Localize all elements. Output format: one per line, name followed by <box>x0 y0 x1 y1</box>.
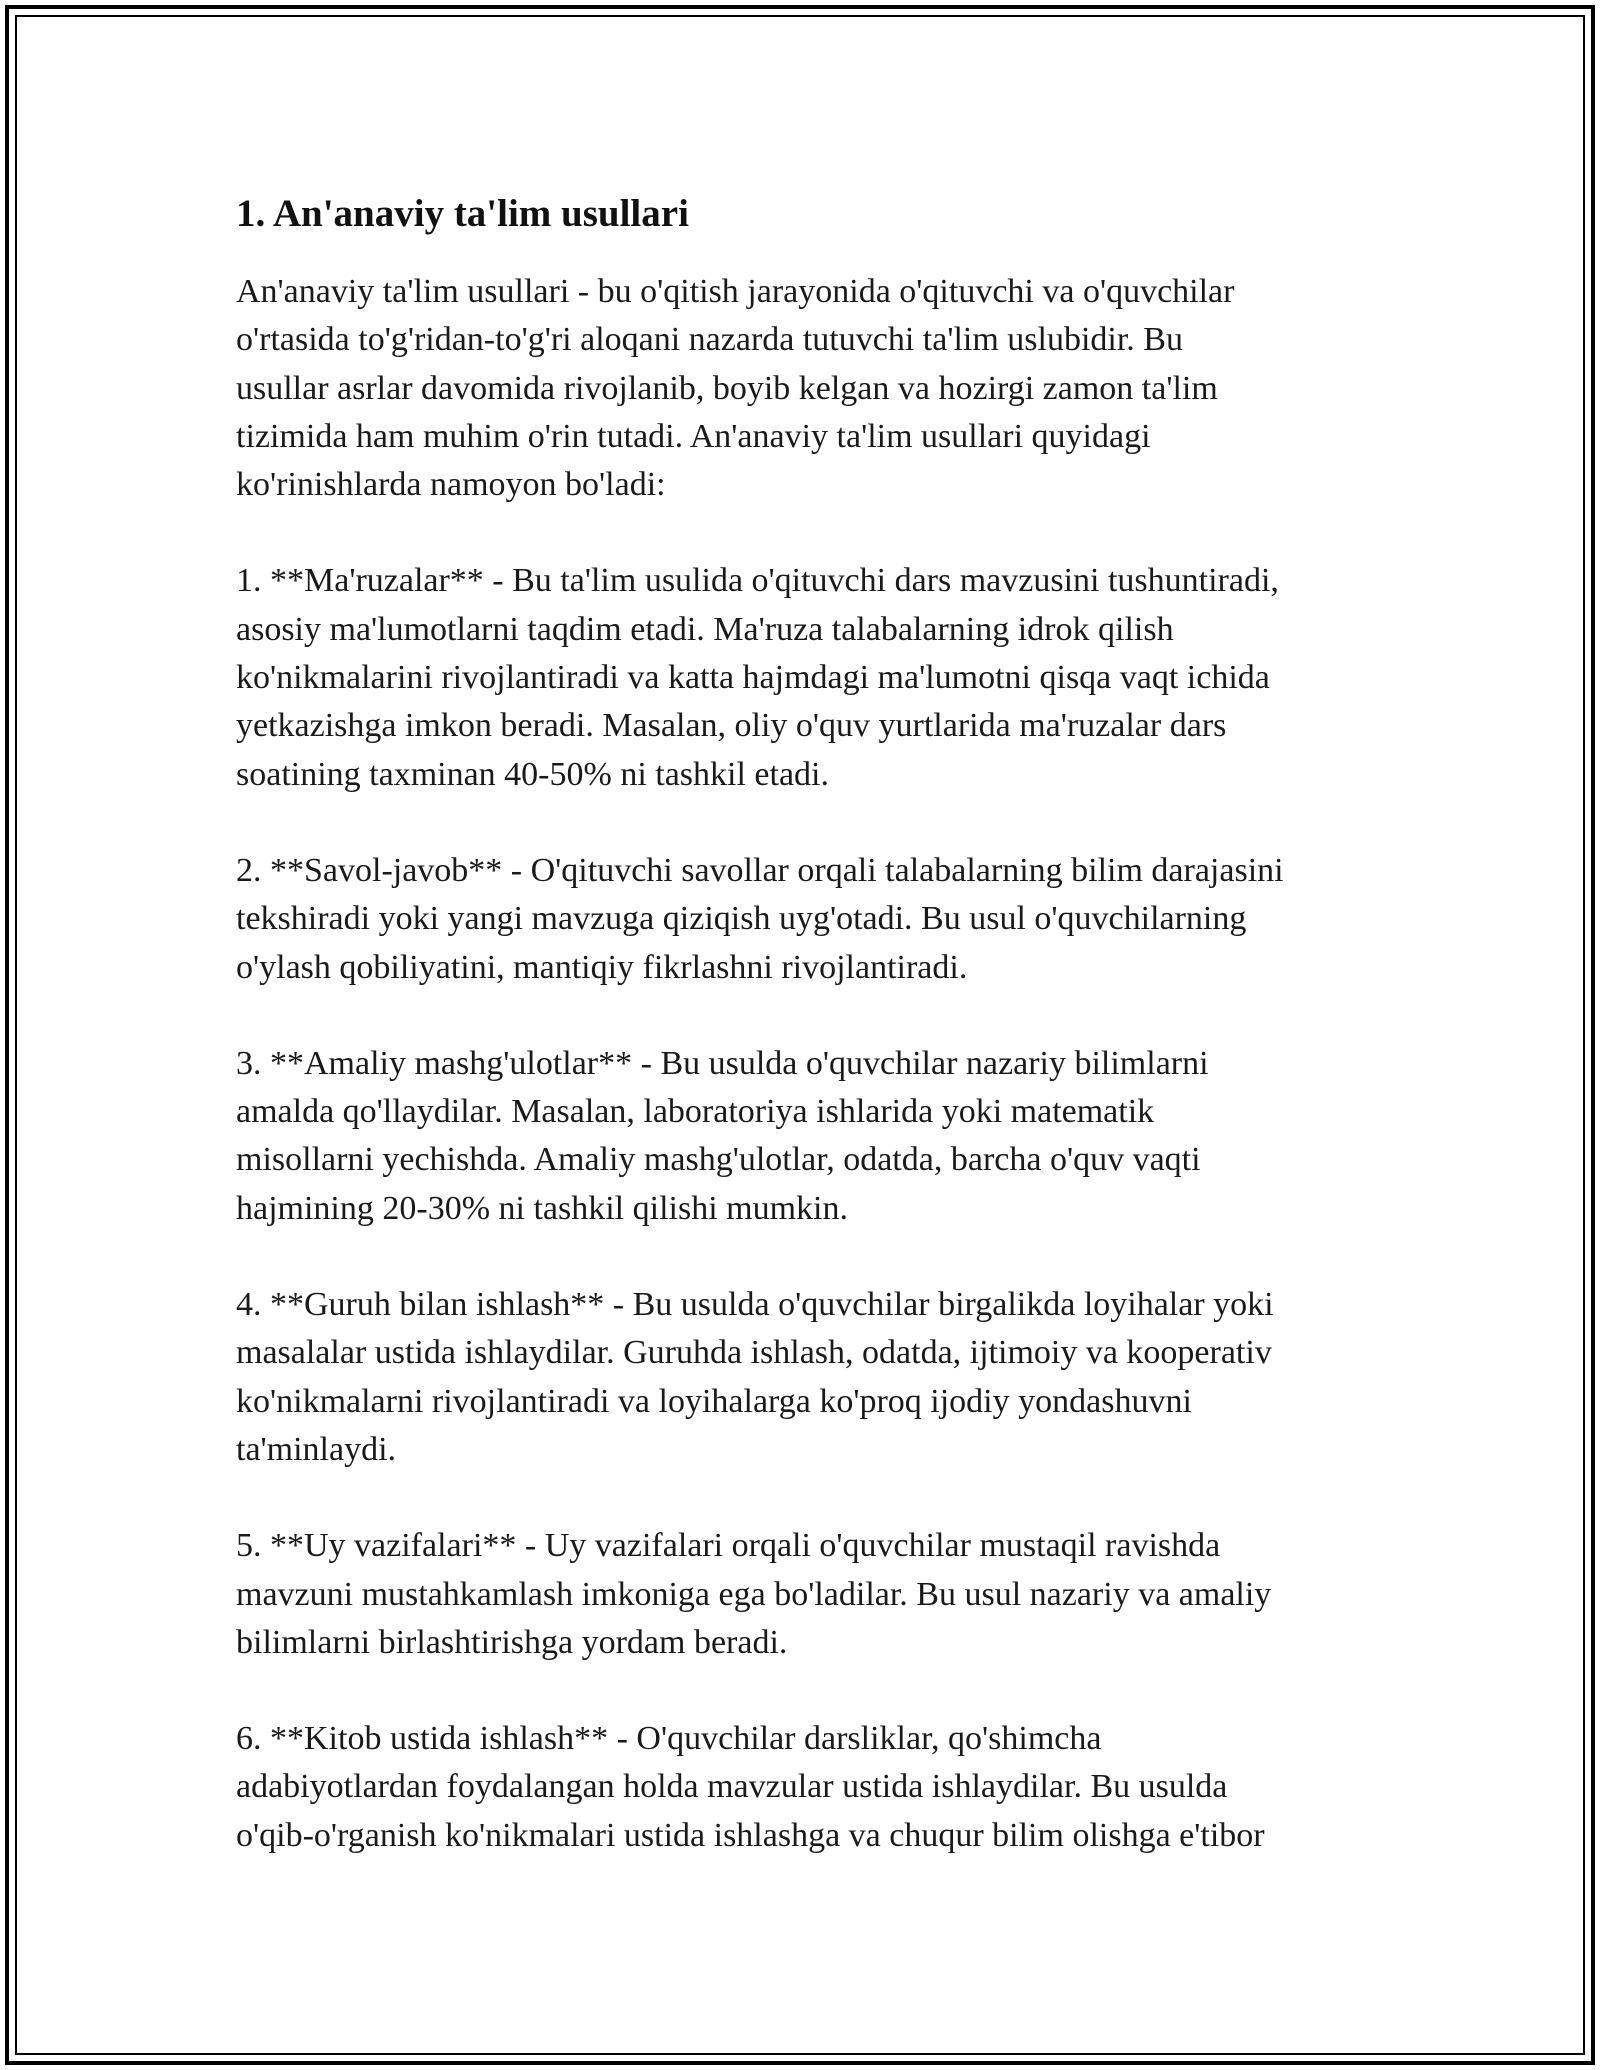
list-item-homework: 5. **Uy vazifalari** - Uy vazifalari orqali o'quvchilar mustaqil ravishda mavzuni mustahkamlash imkoniga ega bo'ladilar. Bu usul nazariy va amaliy bilimlarni birlashtirishga yordam beradi. <box>236 1527 1272 1661</box>
document-body <box>236 186 1386 1908</box>
list-item-lectures: 1. **Ma'ruzalar** - Bu ta'lim usulida o'qituvchi dars mavzusini tushuntiradi, asosiy ma'lumotlarni taqdim etadi. Ma'ruza talabalarning idrok qilish ko'nikmalarini rivojlantiradi va katta hajmdagi ma'lumotni qisqa vaqt ichida yetkazishga imkon beradi. Masalan, oliy o'quv yurtlarida ma'ruzalar dars soatining taxminan 40-50% ni tashkil etadi. <box>236 562 1279 793</box>
list-item-question-answer: 2. **Savol-javob** - O'qituvchi savollar orqali talabalarning bilim darajasini tekshiradi yoki yangi mavzuga qiziqish uyg'otadi. Bu usul o'quvchilarning o'ylash qobiliyatini, mantiqiy fikrlashni rivojlantiradi. <box>236 851 1284 986</box>
section-heading: 1. An'anaviy ta'lim usullari <box>236 192 689 235</box>
list-item-group-work: 4. **Guruh bilan ishlash** - Bu usulda o'quvchilar birgalikda loyihalar yoki masalalar ustida ishlaydilar. Guruhda ishlash, odatda, ijtimoiy va kooperativ ko'nikmalarni rivojlantiradi va loyihalarga ko'proq ijodiy yondashuvni ta'minlaydi. <box>236 1286 1274 1468</box>
list-item-book-work: 6. **Kitob ustida ishlash** - O'quvchilar darsliklar, qo'shimcha adabiyotlardan foydalangan holda mavzular ustida ishlaydilar. Bu usulda o'qib-o'rganish ko'nikmalari ustida ishlashga va chuqur bilim olishga e'tibor <box>236 1720 1265 1854</box>
list-item-practical-sessions: 3. **Amaliy mashg'ulotlar** - Bu usulda o'quvchilar nazariy bilimlarni amalda qo'llaydilar. Masalan, laboratoriya ishlarida yoki matematik misollarni yechishda. Amaliy mashg'ulotlar, odatda, barcha o'quv vaqti hajmining 20-30% ni tashkil qilishi mumkin. <box>236 1044 1209 1227</box>
intro-paragraph: An'anaviy ta'lim usullari - bu o'qitish jarayonida o'qituvchi va o'quvchilar o'rtasida to'g'ridan-to'g'ri aloqani nazarda tutuvchi ta'lim uslubidir. Bu usullar asrlar davomida rivojlanib, boyib kelgan va hozirgi zamon ta'lim tizimida ham muhim o'rin tutadi. An'anaviy ta'lim usullari quyidagi ko'rinishlarda namoyon bo'ladi: <box>236 273 1235 504</box>
